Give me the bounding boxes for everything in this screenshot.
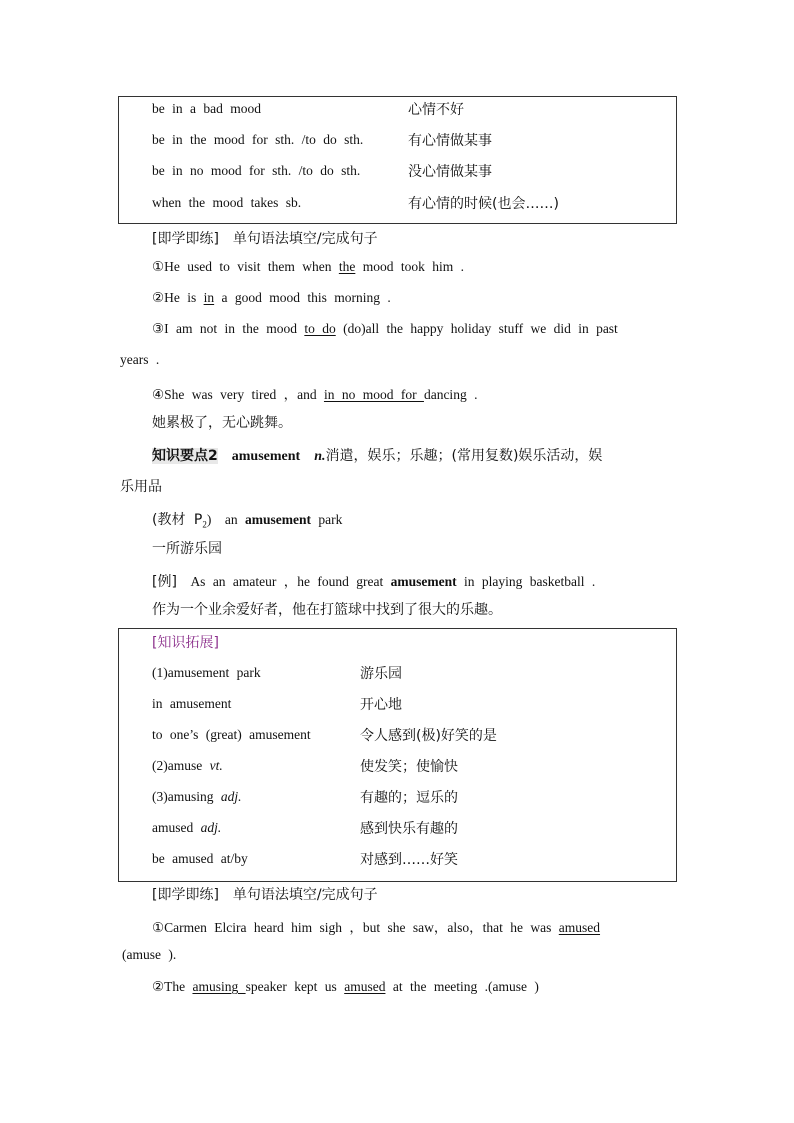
phrase-zh: 没心情做某事 [408,164,492,180]
extension-title: [知识拓展] [152,635,219,651]
extension-en: to one’s (great) amusement [152,727,311,742]
point-label: 知识要点2 [152,448,218,464]
extension-en-entry [152,789,242,805]
practice-header: [即学即练] 单句语法填空/完成句子 [152,231,378,247]
question-text: ①Carmen Elcira heard him sigh ，but she saw，also，that he was [152,920,559,935]
example-text: in playing basketball . [456,574,596,589]
point-pos: n. [314,449,326,464]
answer: amused [344,979,386,994]
point-word: amusement [231,449,301,464]
practice-question-3 [152,321,618,337]
extension-zh: 有趣的；逗乐的 [360,790,458,806]
question-text: ②He is [152,290,204,305]
example-translation: 作为一个业余爱好者，他在打篮球中找到了很大的乐趣。 [152,602,502,618]
practice2-question-1 [152,916,600,936]
phrase-en: when the mood takes sb. [152,195,302,210]
textbook-example-translation: 一所游乐园 [152,541,222,557]
extension-zh: 游乐园 [360,666,402,682]
extension-en: be amused at/by [152,851,248,866]
extension-en: (1)amusement park [152,665,261,680]
textbook-ref: (教材 P [152,512,203,528]
practice2-question-2 [152,979,539,995]
example-keyword: amusement [390,574,457,589]
phrase-en: be in the mood for sth. /to do sth. [152,132,364,147]
question-text: mood took him . [355,259,464,274]
question-text: ③I am not in the mood [152,321,305,336]
extension-pos: adj. [200,820,222,835]
answer: amusing [192,979,246,994]
example-text: an [224,512,245,527]
answer: in [203,290,215,305]
example-sentence [152,570,595,591]
answer: the [338,259,356,274]
practice-question-4 [152,383,477,403]
extension-en: (2)amuse [152,758,210,773]
extension-en: (3)amusing [152,789,221,804]
answer: amused [558,920,601,935]
question-text: speaker kept us [245,979,345,994]
question-text: a good mood this morning . [214,290,391,305]
example-text: As an amateur ，he found great [190,574,391,589]
question-text: ②The [152,979,193,994]
practice-question-2 [152,290,391,306]
extension-zh: 感到快乐有趣的 [360,821,458,837]
extension-en: amused [152,820,201,835]
question-text: (do)all the happy holiday stuff we did in past [335,321,618,336]
point-meaning: 消遣，娱乐；乐趣；(常用复数)娱乐活动，娱 [325,448,603,464]
example-text: park [310,512,343,527]
question-text: at the meeting .(amuse ) [385,979,539,994]
textbook-example [152,508,342,530]
answer: to do [304,321,336,336]
question-text: ①He used to visit them when [152,259,339,274]
phrase-en: be in no mood for sth. /to do sth. [152,163,361,178]
extension-zh: 开心地 [360,697,402,713]
practice-header: [即学即练] 单句语法填空/完成句子 [152,887,378,903]
practice-question-3-cont: years . [120,352,160,367]
extension-pos: vt. [209,758,223,773]
practice2-question-1-cont: (amuse ). [122,947,177,962]
mood-phrases-box [118,96,677,224]
extension-en-entry [152,758,223,774]
extension-zh: 使发笑；使愉快 [360,759,458,775]
textbook-page: 2 [202,519,207,530]
phrase-zh: 心情不好 [408,102,464,118]
knowledge-extension-box [118,628,677,882]
answer: in no mood for [323,387,424,402]
phrase-zh: 有心情做某事 [408,133,492,149]
knowledge-point-2 [152,445,602,465]
extension-en: in amusement [152,696,232,711]
practice-question-4-translation: 她累极了，无心跳舞。 [152,415,292,431]
extension-zh: 对感到……好笑 [360,852,458,868]
example-keyword: amusement [244,512,311,527]
phrase-zh: 有心情的时候(也会……) [408,196,559,212]
phrase-en: be in a bad mood [152,101,261,116]
extension-en-entry [152,820,221,836]
extension-pos: adj. [220,789,242,804]
question-text: ④She was very tired ，and [152,387,324,402]
extension-zh: 令人感到(极)好笑的是 [360,728,497,744]
question-text: dancing . [423,387,478,402]
textbook-ref-close: ) [206,512,212,527]
practice-question-1 [152,259,464,275]
example-label: [例] [152,574,177,590]
knowledge-point-2-cont: 乐用品 [120,479,162,495]
